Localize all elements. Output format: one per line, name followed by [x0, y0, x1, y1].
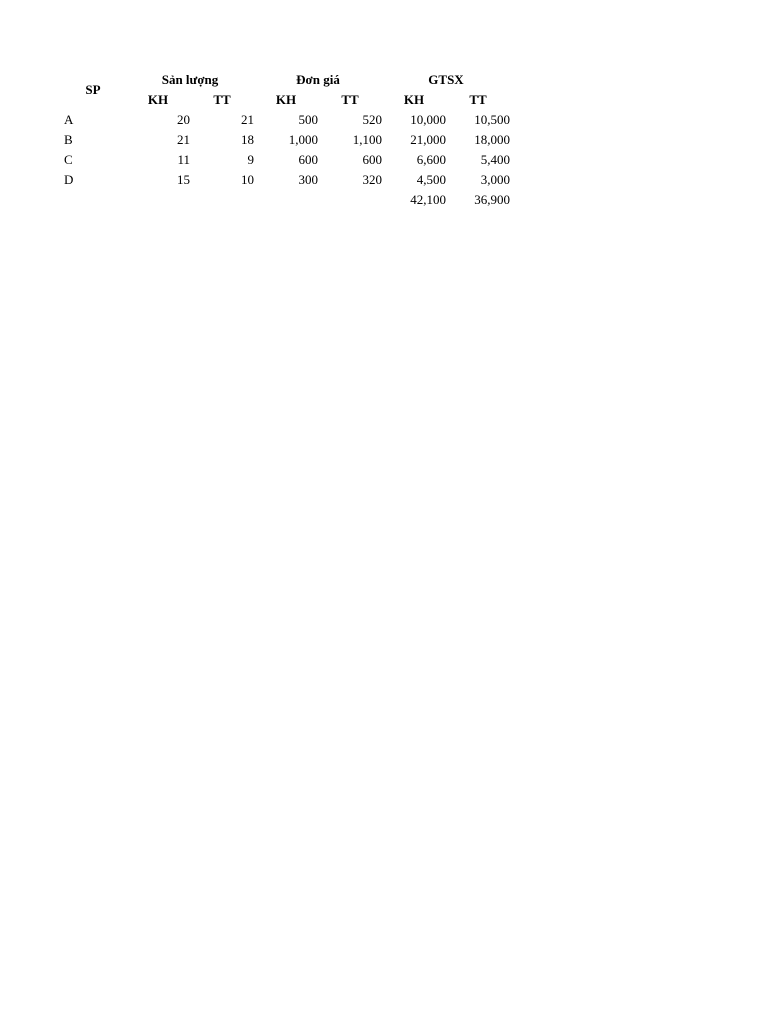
row-label: B: [64, 132, 73, 147]
cell-value: 10,500: [474, 112, 510, 127]
cell-value: 6,600: [416, 152, 446, 167]
empty-cell: [126, 190, 190, 210]
cell-value: 21: [177, 132, 190, 147]
cell-value: 600: [362, 152, 382, 167]
cell-value: 20: [177, 112, 190, 127]
header-sp: SP: [85, 82, 101, 97]
total-gtsx-kh: 42,100: [410, 192, 446, 207]
table-row: [60, 170, 510, 190]
cell-value: 9: [247, 152, 254, 167]
header-gtsx: GTSX: [428, 72, 464, 87]
empty-cell: [254, 190, 318, 210]
row-label: D: [64, 172, 74, 187]
cell-value: 21: [241, 112, 254, 127]
subheader-san-luong-kh: KH: [147, 92, 169, 107]
total-gtsx-tt: 36,900: [474, 192, 510, 207]
empty-cell: [190, 190, 254, 210]
cell-value: 11: [177, 152, 190, 167]
header-row-groups: [60, 70, 510, 90]
cell-value: 4,500: [416, 172, 446, 187]
cell-value: 600: [298, 152, 318, 167]
cell-value: 18,000: [474, 132, 510, 147]
cell-value: 520: [362, 112, 382, 127]
cell-value: 320: [362, 172, 382, 187]
subheader-don-gia-tt: TT: [341, 92, 359, 107]
cell-value: 10,000: [410, 112, 446, 127]
production-value-table: [60, 70, 510, 210]
row-label: A: [64, 112, 74, 127]
header-row-sub: [60, 90, 510, 110]
table-row: [60, 110, 510, 130]
subheader-san-luong-tt: TT: [213, 92, 231, 107]
table-row: [60, 150, 510, 170]
cell-value: 300: [298, 172, 318, 187]
cell-value: 3,000: [480, 172, 510, 187]
cell-value: 18: [241, 132, 254, 147]
cell-value: 500: [298, 112, 318, 127]
empty-cell: [318, 190, 382, 210]
empty-cell: [60, 190, 126, 210]
subheader-don-gia-kh: KH: [275, 92, 297, 107]
row-label: C: [64, 152, 73, 167]
table-row: [60, 130, 510, 150]
cell-value: 1,000: [288, 132, 318, 147]
spreadsheet-area: [60, 70, 510, 210]
cell-value: 1,100: [352, 132, 382, 147]
totals-row: [60, 190, 510, 210]
header-don-gia: Đơn giá: [296, 72, 340, 87]
cell-value: 15: [177, 172, 190, 187]
subheader-gtsx-kh: KH: [403, 92, 425, 107]
subheader-gtsx-tt: TT: [469, 92, 487, 107]
cell-value: 10: [241, 172, 254, 187]
cell-value: 5,400: [480, 152, 510, 167]
cell-value: 21,000: [410, 132, 446, 147]
header-san-luong: Sản lượng: [161, 72, 219, 87]
